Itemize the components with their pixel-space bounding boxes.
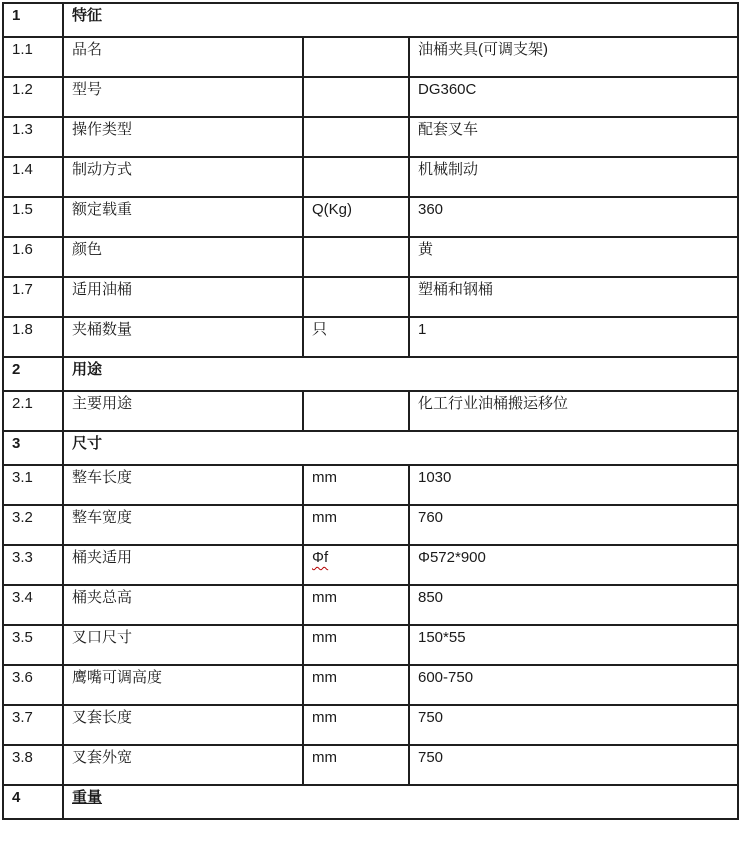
unit-text: Q(Kg)	[312, 201, 353, 218]
unit-text: mm	[312, 589, 337, 606]
spec-row	[3, 197, 738, 237]
row-number-cell: 3.7	[3, 705, 63, 745]
unit-text: mm	[312, 509, 337, 526]
row-number-cell: 3.1	[3, 465, 63, 505]
unit-cell	[303, 705, 409, 745]
unit-text: mm	[312, 749, 337, 766]
spec-row	[3, 625, 738, 665]
unit-cell	[303, 391, 409, 431]
spec-row	[3, 545, 738, 585]
spec-row	[3, 37, 738, 77]
row-number-cell: 3.8	[3, 745, 63, 785]
row-number-cell: 1.8	[3, 317, 63, 357]
spec-row	[3, 77, 738, 117]
value-cell: 1030	[409, 465, 738, 505]
spec-row	[3, 277, 738, 317]
row-number-cell: 3.2	[3, 505, 63, 545]
value-cell: 塑桶和钢桶	[409, 277, 738, 317]
value-cell: 150*55	[409, 625, 738, 665]
spec-label-cell: 整车宽度	[63, 505, 303, 545]
spec-row	[3, 317, 738, 357]
unit-cell	[303, 77, 409, 117]
spec-label-cell: 整车长度	[63, 465, 303, 505]
section-row	[3, 3, 738, 37]
unit-cell	[303, 745, 409, 785]
unit-cell	[303, 505, 409, 545]
spec-label-cell: 主要用途	[63, 391, 303, 431]
spec-row	[3, 745, 738, 785]
unit-cell	[303, 157, 409, 197]
row-number-cell: 3	[3, 431, 63, 465]
spec-label-cell: 额定载重	[63, 197, 303, 237]
unit-cell	[303, 197, 409, 237]
value-cell: 850	[409, 585, 738, 625]
unit-text: mm	[312, 469, 337, 486]
row-number-cell: 1	[3, 3, 63, 37]
spec-row	[3, 505, 738, 545]
unit-text: mm	[312, 669, 337, 686]
value-cell: 360	[409, 197, 738, 237]
spec-label-cell: 叉套外宽	[63, 745, 303, 785]
unit-cell	[303, 625, 409, 665]
row-number-cell: 3.4	[3, 585, 63, 625]
spec-label-cell: 夹桶数量	[63, 317, 303, 357]
spec-row	[3, 117, 738, 157]
row-number-cell: 3.6	[3, 665, 63, 705]
unit-cell	[303, 317, 409, 357]
unit-cell	[303, 585, 409, 625]
value-cell: 760	[409, 505, 738, 545]
spec-label-cell: 叉口尺寸	[63, 625, 303, 665]
value-cell: 机械制动	[409, 157, 738, 197]
row-number-cell: 2	[3, 357, 63, 391]
section-title-cell	[63, 431, 738, 465]
spec-label-cell: 颜色	[63, 237, 303, 277]
spec-label-cell: 适用油桶	[63, 277, 303, 317]
row-number-cell: 1.3	[3, 117, 63, 157]
section-row	[3, 431, 738, 465]
value-cell: 化工行业油桶搬运移位	[409, 391, 738, 431]
value-cell: DG360C	[409, 77, 738, 117]
spec-label-cell: 鹰嘴可调高度	[63, 665, 303, 705]
section-row	[3, 785, 738, 819]
row-number-cell: 1.4	[3, 157, 63, 197]
unit-cell	[303, 545, 409, 585]
spec-label-cell: 叉套长度	[63, 705, 303, 745]
spec-row	[3, 237, 738, 277]
unit-cell	[303, 117, 409, 157]
unit-cell	[303, 277, 409, 317]
unit-cell	[303, 465, 409, 505]
section-title: 尺寸	[72, 435, 103, 452]
unit-text: Φf	[312, 549, 329, 566]
row-number-cell: 4	[3, 785, 63, 819]
section-title-cell	[63, 785, 738, 819]
section-title-cell	[63, 3, 738, 37]
value-cell: 600-750	[409, 665, 738, 705]
section-title: 用途	[72, 361, 103, 378]
row-number-cell: 3.5	[3, 625, 63, 665]
unit-text: mm	[312, 709, 337, 726]
row-number-cell: 1.6	[3, 237, 63, 277]
spec-row	[3, 665, 738, 705]
spec-label-cell: 桶夹适用	[63, 545, 303, 585]
row-number-cell: 2.1	[3, 391, 63, 431]
unit-cell	[303, 37, 409, 77]
row-number-cell: 1.5	[3, 197, 63, 237]
spec-row	[3, 465, 738, 505]
section-title: 重量	[72, 789, 103, 806]
spec-label-cell: 操作类型	[63, 117, 303, 157]
value-cell: 750	[409, 705, 738, 745]
value-cell: 配套叉车	[409, 117, 738, 157]
spec-label-cell: 型号	[63, 77, 303, 117]
row-number-cell: 1.2	[3, 77, 63, 117]
unit-cell	[303, 237, 409, 277]
spec-table	[2, 2, 739, 820]
unit-cell	[303, 665, 409, 705]
row-number-cell: 3.3	[3, 545, 63, 585]
value-cell: 油桶夹具(可调支架)	[409, 37, 738, 77]
row-number-cell: 1.1	[3, 37, 63, 77]
value-cell: Φ572*900	[409, 545, 738, 585]
spec-label-cell: 桶夹总高	[63, 585, 303, 625]
section-row	[3, 357, 738, 391]
section-title-cell	[63, 357, 738, 391]
spec-label-cell: 品名	[63, 37, 303, 77]
spec-row	[3, 157, 738, 197]
value-cell: 黄	[409, 237, 738, 277]
unit-text: 只	[312, 321, 328, 338]
section-title: 特征	[72, 7, 103, 24]
value-cell: 750	[409, 745, 738, 785]
spec-row	[3, 705, 738, 745]
spec-row	[3, 585, 738, 625]
spec-row	[3, 391, 738, 431]
spec-label-cell: 制动方式	[63, 157, 303, 197]
unit-text: mm	[312, 629, 337, 646]
value-cell: 1	[409, 317, 738, 357]
row-number-cell: 1.7	[3, 277, 63, 317]
